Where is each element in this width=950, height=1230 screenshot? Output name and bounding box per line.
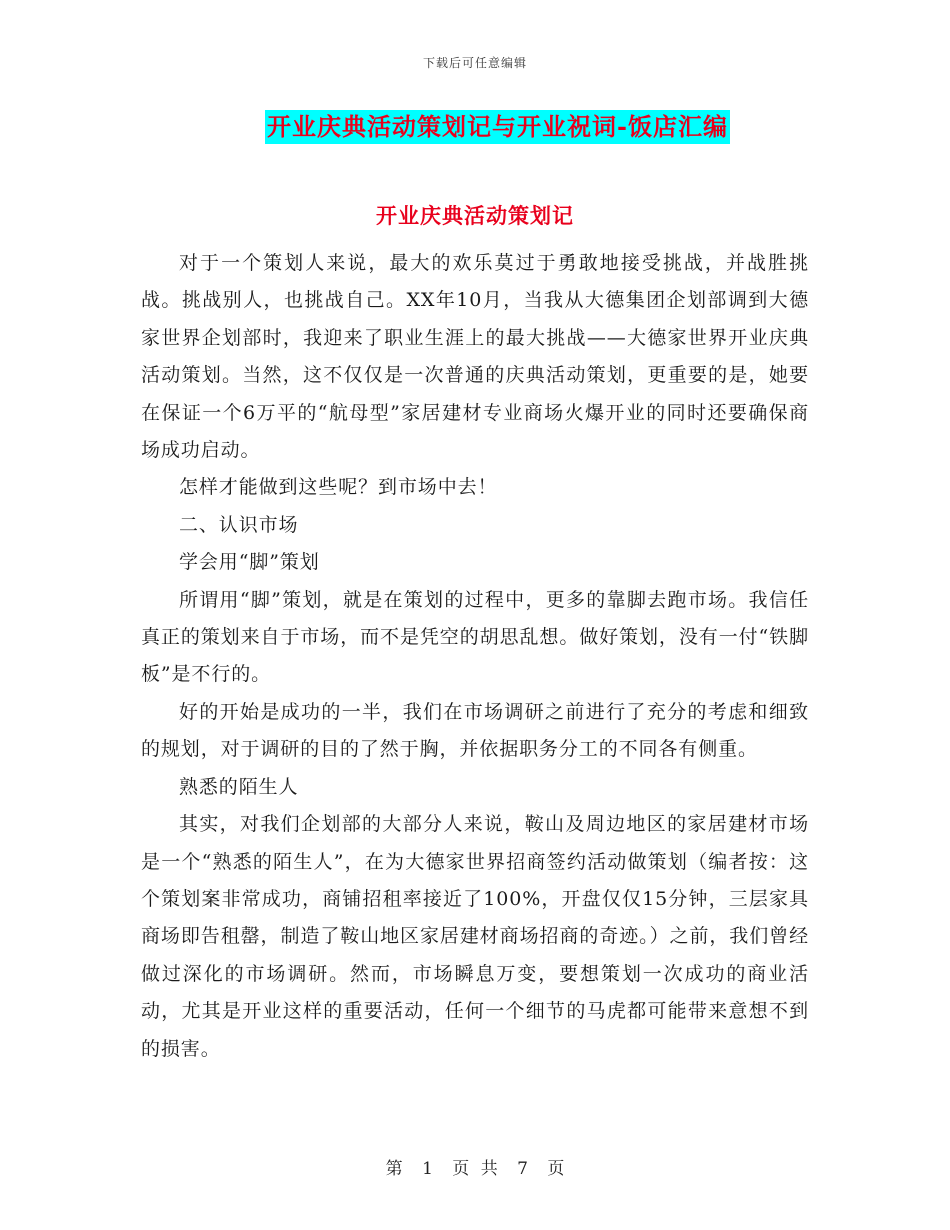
- paragraph: 其实，对我们企划部的大部分人来说，鞍山及周边地区的家居建材市场是一个“熟悉的陌生人”，在为大德家世界招商签约活动做策划（编者按：这个策划案非常成功，商铺招租率接近了100%，开盘仅仅15分钟，三层家具商场即告租罄，制造了鞍山地区家居建材商场招商的奇迹。）之前，我们曾经做过深化的市场调研。然而，市场瞬息万变，要想策划一次成功的商业活动，尤其是开业这样的重要活动，任何一个细节的马虎都可能带来意想不到的损害。: [141, 813, 809, 1060]
- footer-suffix: 页: [547, 1159, 565, 1179]
- paragraph: 熟悉的陌生人: [179, 775, 299, 798]
- document-title-container: [0, 110, 950, 144]
- page-footer: [0, 1154, 950, 1179]
- paragraph: 好的开始是成功的一半，我们在市场调研之前进行了充分的考虑和细致的规划，对于调研的目的了然于胸，并依据职务分工的不同各有侧重。: [141, 700, 809, 761]
- paragraph: 所谓用“脚”策划，就是在策划的过程中，更多的靠脚去跑市场。我信任真正的策划来自于市场，而不是凭空的胡思乱想。做好策划，没有一付“铁脚板”是不行的。: [141, 588, 809, 686]
- footer-middle: 页 共: [452, 1159, 498, 1179]
- header-note: 下载后可任意编辑: [422, 56, 527, 70]
- paragraph: 对于一个策划人来说，最大的欢乐莫过于勇敢地接受挑战，并战胜挑战。挑战别人，也挑战自己。XX年10月，当我从大德集团企划部调到大德家世界企划部时，我迎来了职业生涯上的最大挑战——大德家世界开业庆典活动策划。当然，这不仅仅是一次普通的庆典活动策划，更重要的是，她要在保证一个6万平的“航母型”家居建材专业商场火爆开业的同时还要确保商场成功启动。: [141, 252, 809, 462]
- section-title: 开业庆典活动策划记: [376, 203, 574, 228]
- paragraph: 学会用“脚”策划: [179, 551, 320, 574]
- footer-prefix: 第: [385, 1159, 403, 1179]
- document-body: [141, 245, 809, 1068]
- footer-page-current: 1: [422, 1159, 433, 1179]
- document-title: 开业庆典活动策划记与开业祝词-饭店汇编: [265, 110, 730, 144]
- paragraph: 怎样才能做到这些呢？到市场中去！: [179, 476, 498, 499]
- footer-page-total: 7: [517, 1159, 528, 1179]
- paragraph: 二、认识市场: [179, 513, 299, 536]
